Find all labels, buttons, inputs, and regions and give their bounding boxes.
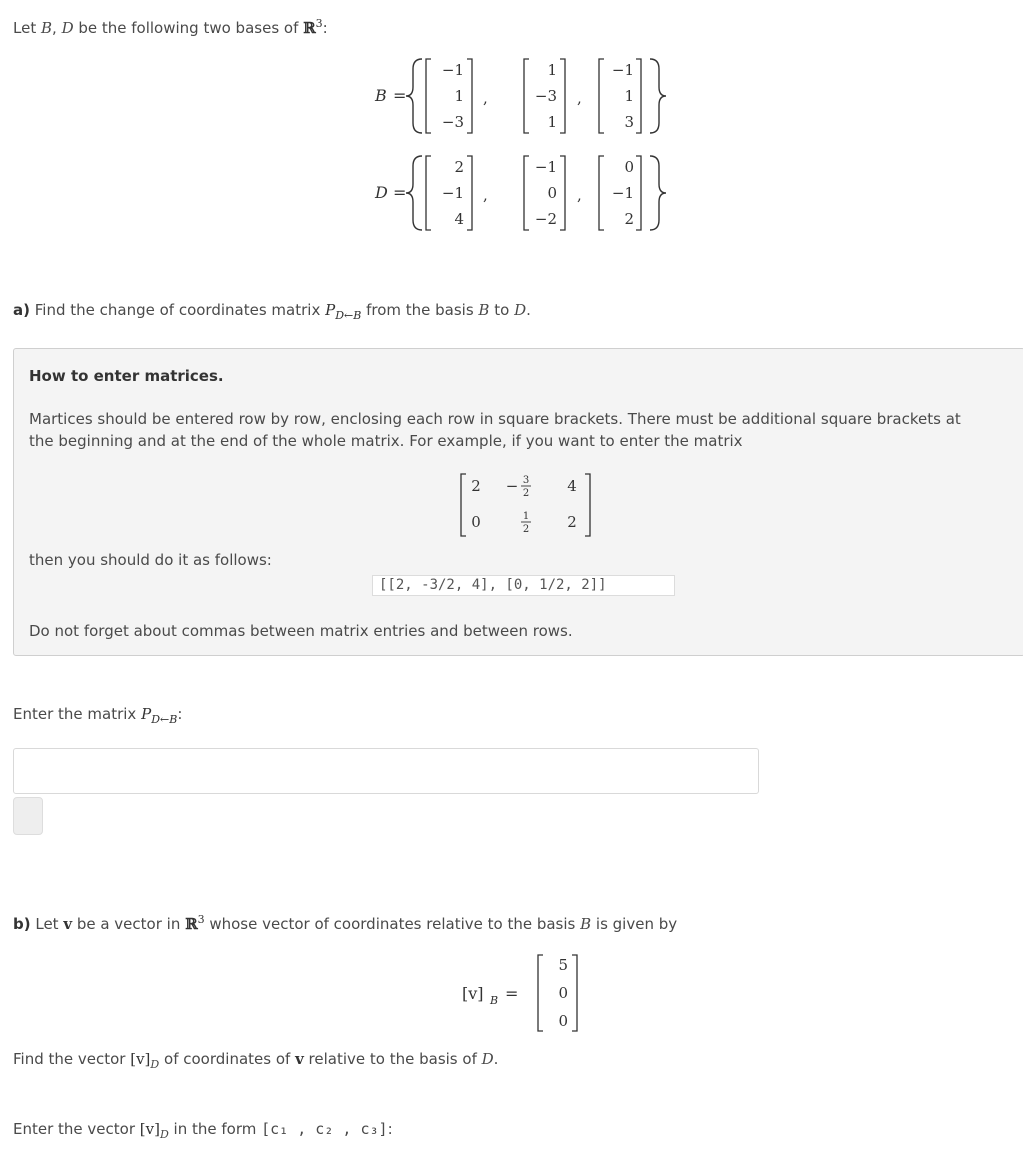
vector-entry: 1 <box>547 113 557 131</box>
code-example: [[2, -3/2, 4], [0, 1/2, 2]] <box>372 575 675 596</box>
matrix-entry: 2 <box>471 477 481 495</box>
find-vector-text: Find the vector $[v]_D$ of coordinates of v relative to the basis of D. <box>13 1050 499 1071</box>
basis-b-display <box>370 55 680 137</box>
vector-vb-display <box>460 952 590 1034</box>
enter-matrix-label: Enter the matrix $P_{D\leftarrow B}$: <box>13 705 183 726</box>
minus-sign: − <box>505 477 519 495</box>
vector-entry: 2 <box>454 158 464 176</box>
vb-eq: = <box>505 984 519 1003</box>
vector-entry: 2 <box>624 210 634 228</box>
help-title: How to enter matrices. <box>29 367 224 385</box>
help-reminder: Do not forget about commas between matrix entries and between rows. <box>29 622 573 640</box>
right-bracket-icon <box>636 156 641 230</box>
fraction-numerator: 1 <box>522 511 530 522</box>
right-bracket-icon <box>636 59 641 133</box>
matrix-help-box <box>13 348 1023 656</box>
left-bracket-icon <box>524 59 529 133</box>
help-then-text: then you should do it as follows: <box>29 551 272 569</box>
vector-entry: −2 <box>534 210 557 228</box>
part-a-question: a) Find the change of coordinates matrix $P_{D\leftarrow B}$ from the basis B to D. <box>13 301 531 322</box>
vector-entry: 0 <box>558 1012 568 1030</box>
right-bracket-icon <box>585 474 590 536</box>
vector-entry: −3 <box>441 113 464 131</box>
part-b-question: b) Let v be a vector in ℝ$^3$ whose vector of coordinates relative to the basis B is given by <box>13 913 678 933</box>
fraction-denominator: 2 <box>522 524 530 535</box>
svg-text:,: , <box>577 89 582 107</box>
basis-d-symbol: D <box>61 19 74 37</box>
fraction-denominator: 2 <box>522 488 530 499</box>
basis-b-symbol: B <box>40 19 53 37</box>
vector-entry: 0 <box>624 158 634 176</box>
basis-d-eq: = <box>393 183 407 202</box>
svg-text:,: , <box>577 186 582 204</box>
intro-text: Let B, D be the following two bases of ℝ$^3$: <box>13 17 328 37</box>
matrix-answer-input[interactable] <box>13 748 759 794</box>
matrix-entry: 4 <box>567 477 577 495</box>
vector-entry: −1 <box>534 158 557 176</box>
left-bracket-icon <box>599 156 604 230</box>
vector-entry: 1 <box>624 87 634 105</box>
svg-text:,: , <box>483 186 488 204</box>
left-bracket-icon <box>524 156 529 230</box>
right-bracket-icon <box>560 59 565 133</box>
vector-entry: 1 <box>454 87 464 105</box>
example-matrix <box>459 471 599 539</box>
left-bracket-icon <box>538 955 543 1031</box>
left-bracket-icon <box>426 59 431 133</box>
right-bracket-icon <box>560 156 565 230</box>
left-bracket-icon <box>461 474 466 536</box>
vector-entry: 0 <box>547 184 557 202</box>
vector-entry: 3 <box>624 113 634 131</box>
left-brace-icon <box>406 156 422 230</box>
left-bracket-icon <box>599 59 604 133</box>
left-brace-icon <box>406 59 422 133</box>
preview-button[interactable] <box>13 797 43 835</box>
vector-entry: −3 <box>534 87 557 105</box>
right-brace-icon <box>650 59 666 133</box>
vector-entry: −1 <box>441 61 464 79</box>
right-brace-icon <box>650 156 666 230</box>
matrix-entry: 0 <box>471 513 481 531</box>
vector-entry: 4 <box>454 210 464 228</box>
basis-b-label: B <box>375 86 387 105</box>
help-line-1: Martices should be entered row by row, enclosing each row in square brackets. There must be additional square brackets at <box>29 410 961 428</box>
vector-entry: 1 <box>547 61 557 79</box>
right-bracket-icon <box>467 59 472 133</box>
vb-label: [v] <box>462 984 484 1003</box>
left-bracket-icon <box>426 156 431 230</box>
svg-text:,: , <box>483 89 488 107</box>
vector-entry: −1 <box>611 61 634 79</box>
matrix-entry: 2 <box>567 513 577 531</box>
basis-b-eq: = <box>393 86 407 105</box>
fraction-numerator: 3 <box>522 475 530 486</box>
vector-entry: −1 <box>441 184 464 202</box>
vector-entry: 5 <box>558 956 568 974</box>
enter-vector-label: Enter the vector $[v]_D$ in the form [c₁ , c₂ , c₃]: <box>13 1120 393 1141</box>
right-bracket-icon <box>467 156 472 230</box>
help-line-2: the beginning and at the end of the whole matrix. For example, if you want to enter the matrix <box>29 432 743 450</box>
basis-d-display <box>370 152 680 234</box>
basis-d-label: D <box>375 183 388 202</box>
vector-entry: 0 <box>558 984 568 1002</box>
vb-subscript: B <box>490 994 499 1007</box>
vector-entry: −1 <box>611 184 634 202</box>
right-bracket-icon <box>572 955 577 1031</box>
